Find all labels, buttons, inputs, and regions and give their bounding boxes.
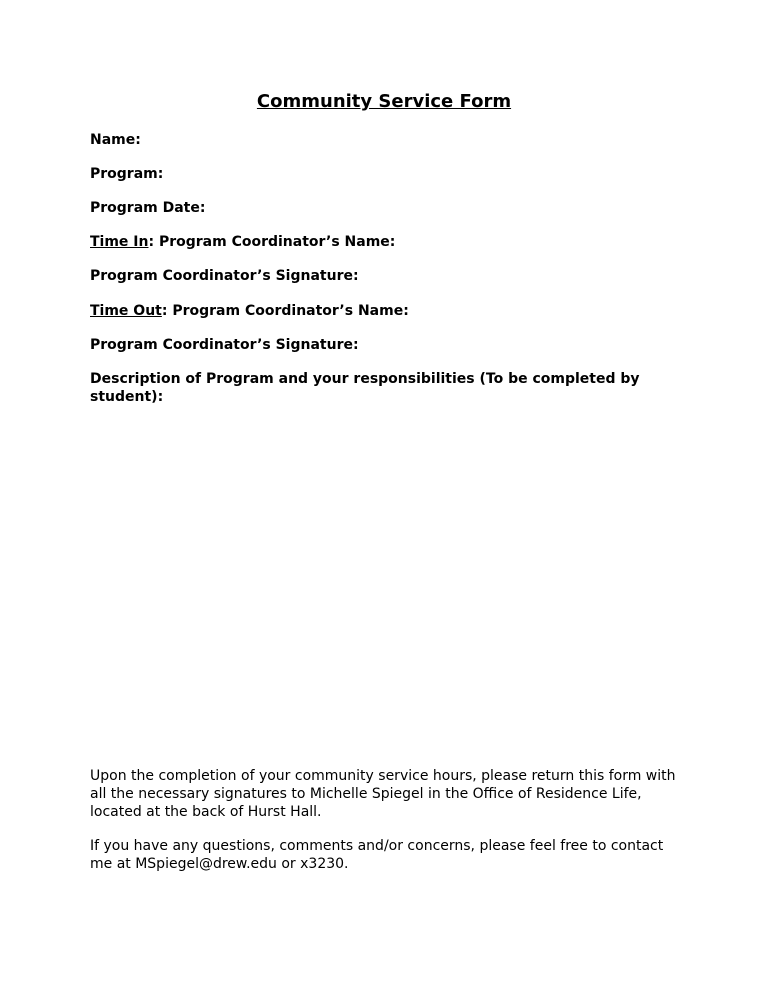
description-label: Description of Program and your responsibilities (To be completed by student):: [90, 371, 640, 405]
time-out-row: [90, 302, 690, 320]
time-in-label: Time In: [90, 234, 149, 250]
time-in-row: [90, 233, 690, 251]
contact-instructions: If you have any questions, comments and/or concerns, please feel free to contact me at MSpiegel@drew.edu or x3230.: [90, 838, 664, 872]
name-label: Name:: [90, 132, 141, 148]
program-date-label: Program Date:: [90, 200, 206, 216]
time-out-label: Time Out: [90, 303, 162, 319]
coordinator-signature-label-1: Program Coordinator’s Signature:: [90, 268, 359, 284]
program-label: Program:: [90, 166, 164, 182]
time-out-coordinator-name-label: : Program Coordinator’s Name:: [161, 303, 409, 319]
return-instructions: Upon the completion of your community service hours, please return this form with all the necessary signatures to Michelle Spiegel in the Office of Residence Life, located at the back of Hurst Hall.: [90, 768, 676, 820]
form-title: Community Service Form: [256, 91, 512, 112]
time-in-coordinator-name-label: : Program Coordinator’s Name:: [148, 234, 396, 250]
coordinator-signature-label-2: Program Coordinator’s Signature:: [90, 337, 359, 353]
